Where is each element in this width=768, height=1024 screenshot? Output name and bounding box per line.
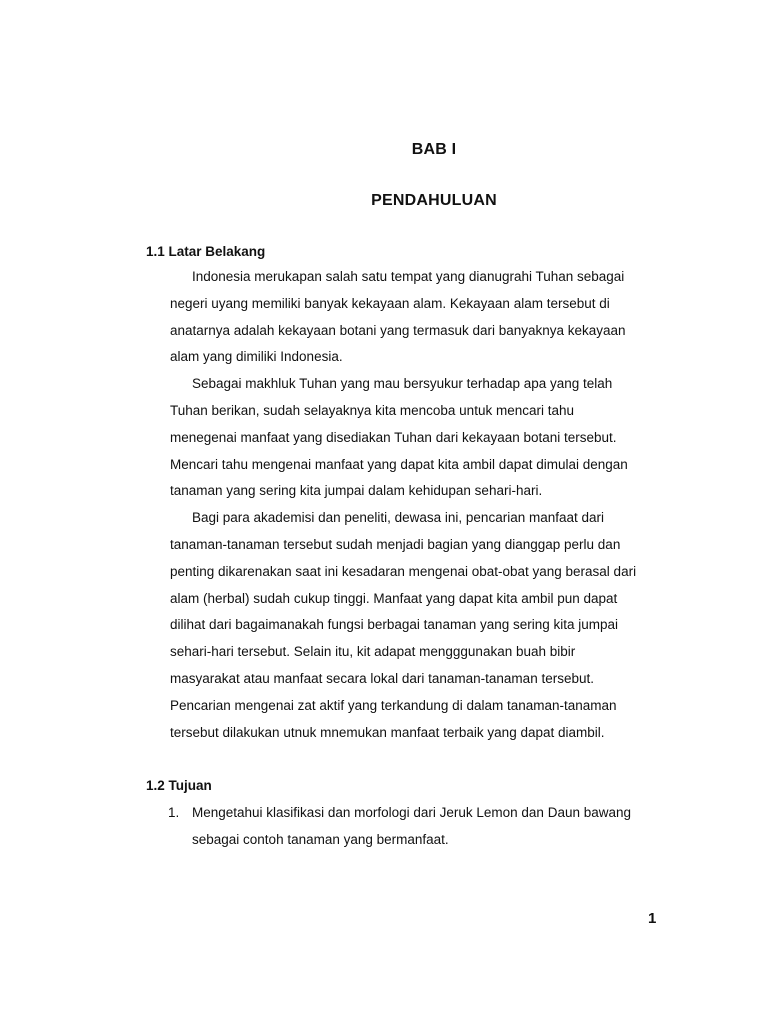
text-line: tersebut dilakukan utnuk mnemukan manfaat terbaik yang dapat diambil.	[170, 724, 605, 740]
text-line: sebagai contoh tanaman yang bermanfaat.	[192, 831, 449, 847]
text-line: anatarnya adalah kekayaan botani yang termasuk dari banyaknya kekayaan	[170, 322, 626, 338]
paragraph	[170, 505, 662, 746]
text-line: tanaman yang sering kita jumpai dalam kehidupan sehari-hari.	[170, 483, 543, 499]
text-line: Pencarian mengenai zat aktif yang terkandung di dalam tanaman-tanaman	[170, 697, 617, 713]
text-line: menegenai manfaat yang disediakan Tuhan dari kekayaan botani tersebut.	[170, 429, 617, 445]
text-line: alam yang dimiliki Indonesia.	[170, 349, 343, 365]
list-item-number: 1.	[168, 805, 180, 820]
paragraph	[170, 264, 662, 371]
list-item	[146, 800, 666, 854]
text-line: Bagi para akademisi dan peneliti, dewasa ini, pencarian manfaat dari	[192, 510, 605, 526]
page-number: 1	[648, 910, 657, 927]
text-line: Mengetahui klasifikasi dan morfologi dari Jeruk Lemon dan Daun bawang	[192, 805, 632, 820]
chapter-number: BAB I	[411, 141, 457, 158]
tujuan-list	[146, 800, 666, 854]
text-line: Sebagai makhluk Tuhan yang mau bersyukur terhadap apa yang telah	[192, 376, 613, 392]
chapter-title: PENDAHULUAN	[371, 192, 497, 209]
latar-belakang-body	[170, 264, 662, 746]
text-line: penting dikarenakan saat ini kesadaran mengenai obat-obat yang berasal dari	[170, 563, 637, 579]
section-heading-latar-belakang: 1.1 Latar Belakang	[146, 244, 266, 259]
text-line: negeri uyang memiliki banyak kekayaan alam. Kekayaan alam tersebut di	[170, 295, 610, 311]
paragraph	[170, 371, 662, 505]
text-line: masyarakat atau manfaat secara lokal dari tanaman-tanaman tersebut.	[170, 670, 594, 686]
text-line: alam (herbal) sudah cukup tinggi. Manfaat yang dapat kita ambil pun dapat	[170, 590, 618, 606]
text-line: Indonesia merukapan salah satu tempat yang dianugrahi Tuhan sebagai	[192, 269, 625, 284]
text-line: dilihat dari bagaimanakah fungsi berbagai tanaman yang sering kita jumpai	[170, 617, 619, 633]
text-line: Tuhan berikan, sudah selayaknya kita mencoba untuk mencari tahu	[170, 402, 574, 418]
section-heading-tujuan: 1.2 Tujuan	[146, 778, 212, 793]
text-line: Mencari tahu mengenai manfaat yang dapat kita ambil dapat dimulai dengan	[170, 456, 628, 472]
text-line: sehari-hari tersebut. Selain itu, kit adapat mengggunakan buah bibir	[170, 644, 576, 660]
text-line: tanaman-tanaman tersebut sudah menjadi bagian yang dianggap perlu dan	[170, 536, 621, 552]
